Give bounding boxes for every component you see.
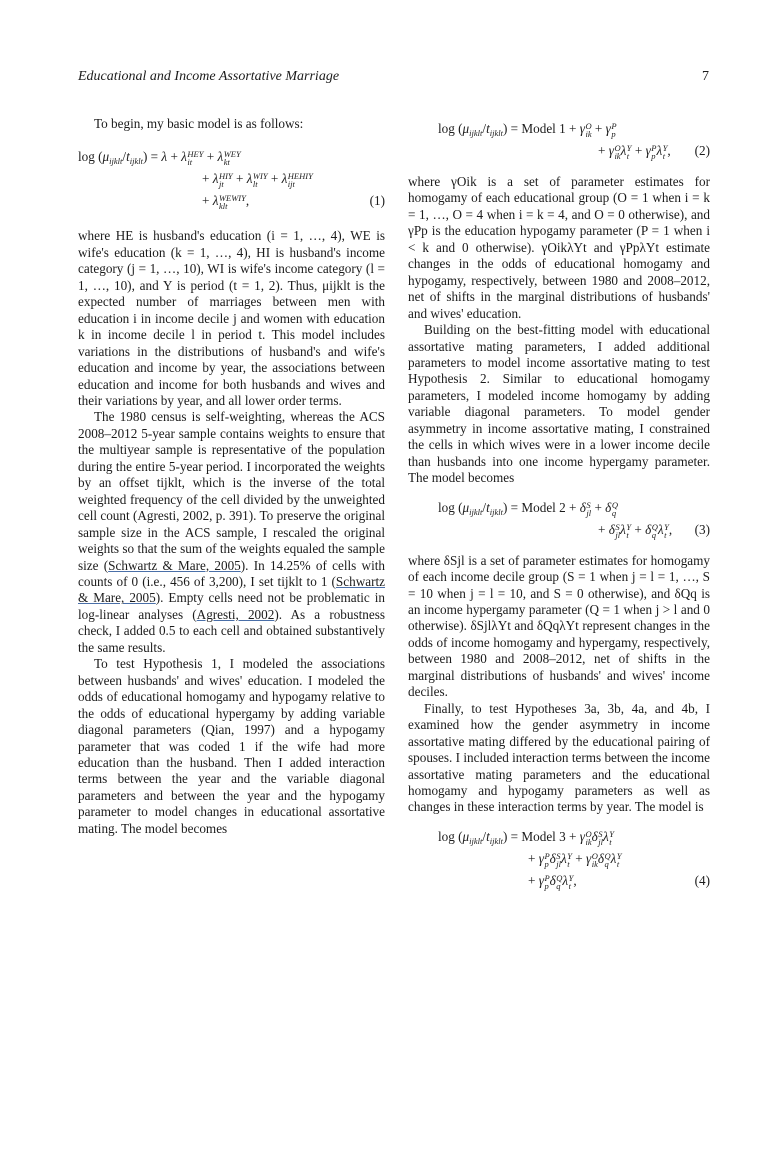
equation-4-number: (4) bbox=[694, 872, 710, 888]
weighting-text-a: The 1980 census is self-weighting, whereas the ACS 2008–2012 5-year sample contains weights to ensure that the multiyear sample is representative of the population during the entire 5-year period. I incorporated the weights by an offset tijklt, which is the inverse of the total weighted frequency of the cell divided by the unweighted cell count (Agresti, 2002, p. 391). To preserve the original sample size in the ACS sample, I rescaled the original weights so that the sum of the weights equaled the sample size ( bbox=[78, 409, 385, 573]
weighting-paragraph bbox=[78, 409, 385, 656]
equation-1: $\log (\mu_{ijklt}/t_{ijklt}) = \lambda + \lambda$ HEY it + λ WEY kt + λ HIY jt + λ WIY lt + λ HEHIY ijt + λ WEWIY klt , (1) bbox=[78, 149, 385, 212]
page-number: 7 bbox=[702, 69, 709, 84]
education-parameters-paragraph: where γOik is a set of parameter estimates for homogamy of each educational group (O = 1 when i = k = 1, …, O = 4 when i = k = 4, and O = 0 otherwise), and γPp is the education hypogamy parameter (P = 1 when i < k and 0 otherwise). γOikλYt and γPpλYt estimate changes in the odds of educational homogamy and hypogamy, respectively, between 1980 and 2008–2012, net of shifts in the marginal distributions of husbands' and wives' education. bbox=[408, 174, 710, 321]
hypotheses-3-4-paragraph: Finally, to test Hypotheses 3a, 3b, 4a, and 4b, I examined how the gender asymmetry in income assortative mating differed by the educational pairing of spouses. I included interaction terms between the income assortative mating parameters and the educational homogamy and hypogamy parameters as well as changes in these interaction terms by year. The model is bbox=[408, 700, 710, 815]
equation-3-number: (3) bbox=[694, 521, 710, 537]
income-homogamy-paragraph: where δSjl is a set of parameter estimates for homogamy of each income decile group (S = 1 when j = l = 1, …, S = 10 when j = l = 10, and S = 0 otherwise), and δQq is an income hypergamy parameter (Q = 1 when j > l and 0 otherwise). δSjlλYt and δQqλYt represent changes in the odds of income homogamy and hypergamy, respectively, between 1980 and 2008–2012, net of shifts in the marginal distributions of husbands' and wives' income deciles. bbox=[408, 552, 710, 700]
income-parameters-paragraph: Building on the best-fitting model with educational assortative mating parameters, I added additional parameters to model income assortative mating to test Hypothesis 2. Similar to educational homogamy parameters, I modeled income homogamy by adding variable diagonal parameters. To model gender asymmetry in income assortative mating, I constrained the cells in which wives were in a lower income decile than husbands into one income hypergamy parameter. The model becomes bbox=[408, 322, 710, 486]
citation-schwartz-mare-2[interactable]: Schwartz & Mare, 2005 bbox=[78, 573, 385, 606]
hypothesis-1-paragraph: To test Hypothesis 1, I modeled the associations between husbands' and wives' education. I modeled the odds of educational homogamy and hypogamy relative to the odds of educational hypergamy by adding variable diagonal parameters (Qian, 1997) and a hypogamy parameter that was coded 1 if the wife had more education than the husband. Then I added interaction terms between the year and the variable diagonal parameters and between the year and the hypogamy parameter to model changes in educational assortative mating. The model becomes bbox=[78, 656, 385, 836]
weighting-text-b: ). In 14.25% of cells with counts of 0 (i.e., 456 of 3,200), I set tijklt to 1 ( bbox=[78, 557, 385, 589]
model-description-paragraph: where HE is husband's education (i = 1, …, 4), WE is wife's education (k = 1, …, 4), HI is husband's income category (j = 1, …, 10), WI is wife's income category (l = 1, …, 10), and Y is period (t = 1, 2). Thus, μijklt is the expected number of marriages between men with education i in income decile j and women with education k in income decile l in period t. This model includes variations in the distributions of husband's and wife's education and income by year, the associations between education and income for both husbands and wives and their variations by year, and all lower order terms. bbox=[78, 228, 385, 408]
right-column bbox=[408, 116, 710, 904]
intro-paragraph: To begin, my basic model is as follows: bbox=[94, 116, 304, 131]
weighting-text-c: ). Empty cells need not be problematic in log-linear analyses ( bbox=[78, 590, 385, 622]
equation-1-number: (1) bbox=[369, 193, 385, 209]
citation-schwartz-mare-1[interactable]: Schwartz & Mare, 2005 bbox=[108, 557, 241, 573]
equation-2-number: (2) bbox=[694, 143, 710, 158]
equation-3: $\log (\mu_{ijklt}/t_{ijklt})$ = Model 2 + δ S jl + δ Q q + δ S jl λ Y t + δ Q q λ Y t , (3) bbox=[438, 499, 710, 540]
weighting-text-d: ). As a robustness check, I added 0.5 to each cell and obtained substantively the same results. bbox=[78, 606, 385, 655]
equation-2: $\log (\mu_{ijklt}/t_{ijklt})$ = Model 1 + γ O ik + γ P p + γ O ik λ Y t + γ P p λ Y t , (2) bbox=[438, 120, 710, 161]
equation-4: $\log (\mu_{ijklt}/t_{ijklt})$ = Model 3 + γ O ik δ S jl λ Y t + γ P p δ S jl λ Y t + γ O ik δ Q q λ Y t + γ P p δ Q q λ Y t , (4) bbox=[438, 828, 710, 891]
left-column bbox=[78, 116, 385, 837]
running-title: Educational and Income Assortative Marriage bbox=[78, 69, 340, 84]
citation-agresti[interactable]: Agresti, 2002 bbox=[196, 606, 275, 622]
